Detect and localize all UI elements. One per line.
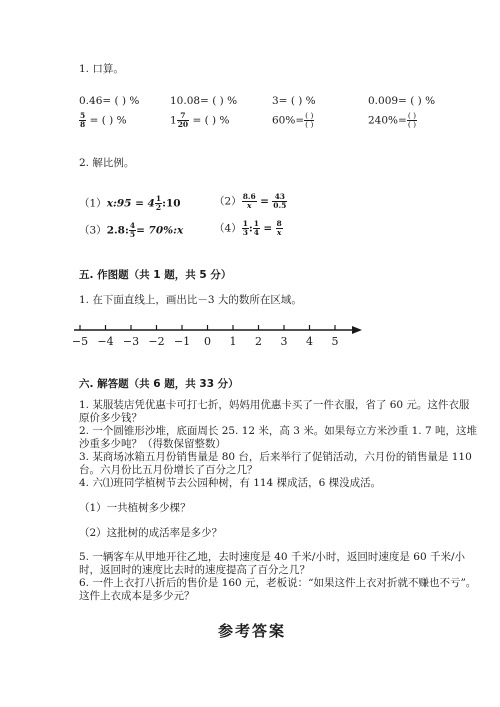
sec6-question-2: 2. 一个圆锥形沙堆，底面周长 25. 12 米，高 3 米。如果每立方米沙重 1. 7 吨，这堆沙重多少吨？（得数保留整数）: [79, 425, 477, 450]
sec6-question-6: 6. 一件上衣打八折后的售价是 160 元，老板说：“如果这件上衣对折就不赚也不亏”。这件上衣成本是多少元？: [79, 577, 477, 602]
number-line-tick-label: 2: [255, 335, 262, 348]
number-line-tick-label: 1: [229, 335, 237, 348]
sec6-question-4-part-1: （1）一共植树多少棵？: [79, 502, 191, 514]
q1-item-2: 10.08= ( ) %: [170, 95, 238, 107]
q2-problem-3: （3）2.8: $\frac{4}{5}$ = 70%:x: [79, 221, 184, 239]
sec6-question-4: 4. 六⑴班同学植树节去公园种树，有 114 棵成活，6 棵没成活。: [79, 477, 382, 489]
sec6-question-3: 3. 某商场冰箱五月份销售量是 80 台，后来举行了促销活动，六月份的销售量是 110 台。六月份比五月份增长了百分之几？: [79, 451, 472, 476]
q1-item-4: 0.009= ( ) %: [368, 95, 436, 107]
sec6-question-1: 1. 某服装店凭优惠卡可打七折，妈妈用优惠卡买了一件衣服，省了 60 元。这件衣服原价多少钱？: [79, 399, 470, 424]
q1-item-3: 3= ( ) %: [272, 95, 316, 107]
number-line-tick-label: −1: [173, 335, 191, 348]
q1-item-6: 1 $\frac{7}{20}$ = ( ) %: [170, 111, 230, 129]
number-line-tick-label: 3: [280, 335, 288, 348]
sec6-question-4-part-2: （2）这批树的成活率是多少？: [79, 527, 223, 539]
number-line-arrow: [352, 326, 362, 334]
number-line-tick-label: −5: [71, 335, 89, 348]
answer-key-title: 参考答案: [218, 622, 287, 640]
q1-item-1: 0.46= ( ) %: [79, 95, 140, 107]
number-line: [70, 318, 370, 354]
q1-item-7: 60%= $\frac{( )}{( )}$: [272, 111, 314, 129]
number-line-tick-label: −3: [122, 335, 140, 348]
number-line-tick-label: −4: [97, 335, 114, 348]
q1-item-8: 240%= $\frac{( )}{( )}$: [368, 111, 417, 129]
section-5-heading: 五. 作图题（共 1 题，共 5 分）: [79, 269, 232, 281]
q2-title: 2. 解比例。: [79, 157, 135, 169]
sec6-question-5: 5. 一辆客车从甲地开往乙地，去时速度是 40 千米/小时，返回时速度是 60 千米/小时，返回时的速度比去时的速度提高了百分之几？: [79, 551, 466, 576]
sec5-question-1: 1. 在下面直线上，画出比－3 大的数所在区域。: [79, 294, 302, 306]
number-line-tick-label: −2: [148, 335, 165, 348]
number-line-tick-label: 4: [306, 335, 313, 348]
q1-item-5: $\frac{5}{8}$ = ( ) %: [80, 111, 127, 129]
section-6-heading: 六. 解答题（共 6 题，共 33 分）: [79, 378, 239, 390]
q2-problem-1: （1）x:95 = 4 $\frac{1}{2}$ :10: [79, 194, 181, 212]
q1-title: 1. 口算。: [79, 63, 124, 75]
number-line-tick-label: 0: [204, 335, 211, 348]
number-line-tick-label: 5: [331, 335, 339, 348]
q2-problem-2: （2） $\frac{8.6}{x}$ = $\frac{43}{0.5}$: [214, 192, 287, 210]
q2-problem-4: （4） $\frac{1}{3}$ : $\frac{1}{4}$ = $\frac{8}{x}$: [214, 219, 282, 237]
